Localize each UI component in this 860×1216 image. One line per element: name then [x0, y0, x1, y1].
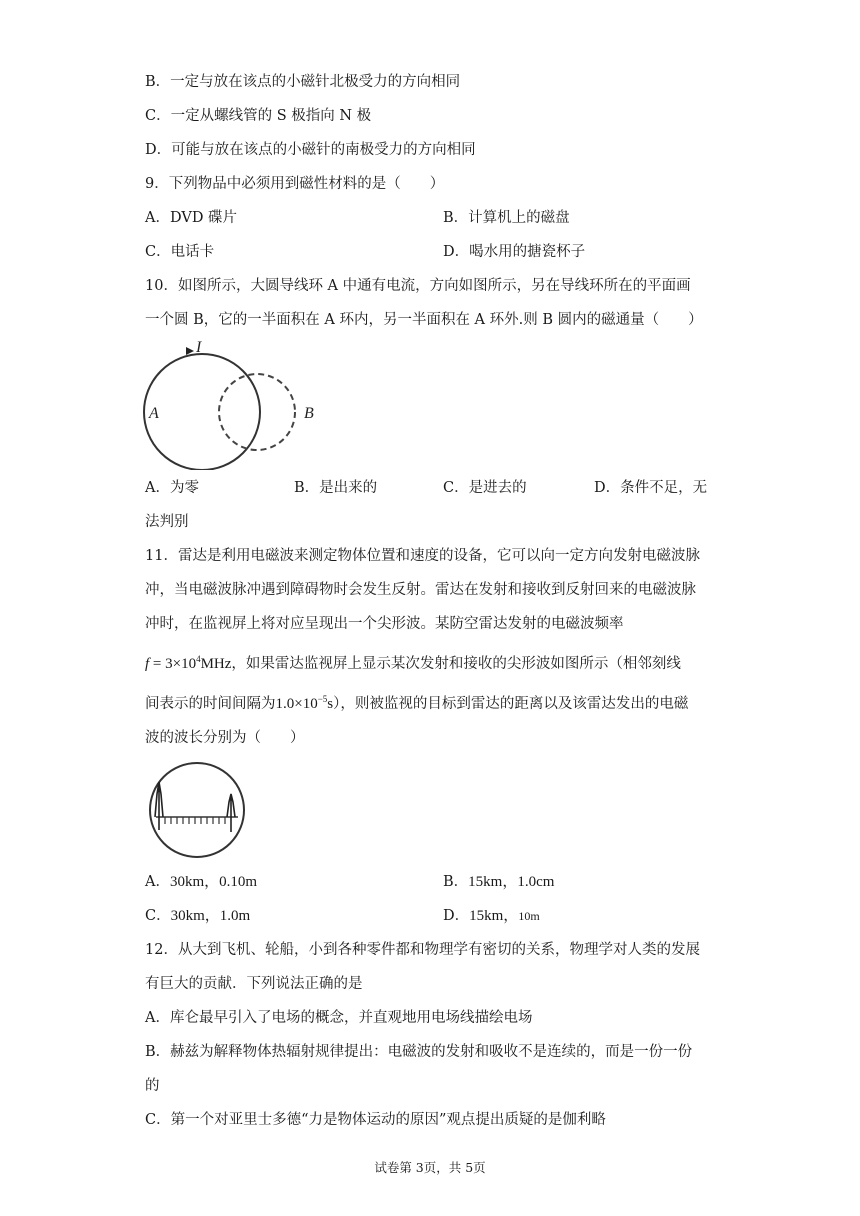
circle-b — [219, 374, 295, 450]
q11-line6: 波的波长分别为（ ） — [145, 730, 305, 746]
q11-option-c-label: C． — [145, 908, 171, 924]
q11-option-c — [145, 906, 250, 926]
q11-option-a — [145, 872, 257, 892]
q9-option-c: C．电话卡 — [145, 244, 215, 260]
q11-option-c-value: 30km，1.0m — [170, 908, 251, 924]
q11-line2: 冲，当电磁波脉冲遇到障碍物时会发生反射。雷达在发射和接收到反射回来的电磁波脉 — [145, 582, 696, 598]
q11-option-b-label: B． — [443, 874, 469, 890]
ring-a — [144, 354, 260, 470]
q11-line5 — [145, 694, 688, 714]
q12-option-a: A．库仑最早引入了电场的概念，并直观地用电场线描绘电场 — [145, 1010, 533, 1026]
q11-option-a-value: 30km，0.10m — [169, 874, 258, 890]
q8-option-c: C．一定从螺线管的 S 极指向 N 极 — [145, 108, 372, 124]
q10-option-d-cont: 法判别 — [145, 514, 189, 530]
q10-option-b: B．是出来的 — [294, 480, 378, 496]
q10-option-c: C．是进去的 — [443, 480, 527, 496]
q9-stem: 9．下列物品中必须用到磁性材料的是（ ） — [145, 176, 445, 192]
q10-stem-line2: 一个圆 B，它的一半面积在 A 环内，另一半面积在 A 环外.则 B 圆内的磁通量（ ） — [145, 312, 703, 328]
q8-option-b: B．一定与放在该点的小磁针北极受力的方向相同 — [145, 74, 461, 90]
q9-option-a: A．DVD 碟片 — [145, 210, 238, 226]
q11-line3: 冲时，在监视屏上将对应呈现出一个尖形波。某防空雷达发射的电磁波频率 — [145, 616, 624, 632]
freq-exponent: 4 — [196, 654, 201, 664]
radar-screen-outline — [150, 763, 244, 857]
q11-line1: 11．雷达是利用电磁波来测定物体位置和速度的设备，它可以向一定方向发射电磁波脉 — [145, 548, 700, 564]
q11-line4-text: ，如果雷达监视屏上显示某次发射和接收的尖形波如图所示（相邻刻线 — [231, 656, 681, 672]
q11-line5-text-a: 间表示的时间间隔为 — [145, 696, 276, 712]
q8-option-d: D．可能与放在该点的小磁针的南极受力的方向相同 — [145, 142, 476, 158]
q12-line2: 有巨大的贡献．下列说法正确的是 — [145, 976, 363, 992]
freq-symbol: f — [145, 656, 150, 672]
q11-radar-screen-figure — [145, 760, 255, 860]
q11-line5-text-b: ），则被监视的目标到雷达的距离以及该雷达发出的电磁 — [333, 696, 689, 712]
q12-option-b-line2: 的 — [145, 1078, 160, 1094]
radar-tick-marks — [165, 817, 225, 824]
interval-value: 1.0×10 — [275, 696, 318, 712]
q12-option-c: C．第一个对亚里士多德“力是物体运动的原因”观点提出质疑的是伽利略 — [145, 1112, 606, 1128]
q10-option-a: A．为零 — [145, 480, 199, 496]
q12-option-b-line1: B．赫兹为解释物体热辐射规律提出：电磁波的发射和吸收不是连续的，而是一份一份 — [145, 1044, 693, 1060]
interval-exponent: −5 — [317, 694, 328, 704]
label-ring-a: A — [149, 405, 159, 422]
label-current-i: I — [196, 339, 202, 356]
q10-stem-line1: 10．如图所示，大圆导线环 A 中通有电流，方向如图所示，另在导线环所在的平面画 — [145, 278, 691, 294]
q11-option-d-value: 15km， — [469, 908, 519, 924]
q11-option-a-label: A． — [145, 874, 170, 890]
q11-option-d — [443, 906, 540, 926]
q10-figure-rings — [140, 334, 320, 470]
interval-unit: s — [327, 696, 334, 712]
q10-option-d: D．条件不足，无 — [594, 480, 708, 496]
q11-option-d-label: D． — [443, 908, 470, 924]
q11-option-b-value: 15km，1.0cm — [468, 874, 555, 890]
q11-option-b — [443, 872, 554, 892]
freq-unit: MHz — [200, 656, 232, 672]
page-footer: 试卷第 3页，共 5页 — [374, 1160, 486, 1175]
q9-option-d: D．喝水用的搪瓷杯子 — [443, 244, 586, 260]
q11-line4 — [145, 654, 681, 674]
q12-line1: 12．从大到飞机、轮船，小到各种零件都和物理学有密切的关系，物理学对人类的发展 — [145, 942, 700, 958]
label-circle-b: B — [304, 405, 314, 422]
q9-option-b: B．计算机上的磁盘 — [443, 210, 570, 226]
freq-value: = 3×10 — [149, 656, 197, 672]
received-pulse-spike — [227, 794, 235, 832]
emitted-pulse-spike — [155, 782, 163, 830]
q11-option-d-value2: 10m — [518, 909, 540, 923]
